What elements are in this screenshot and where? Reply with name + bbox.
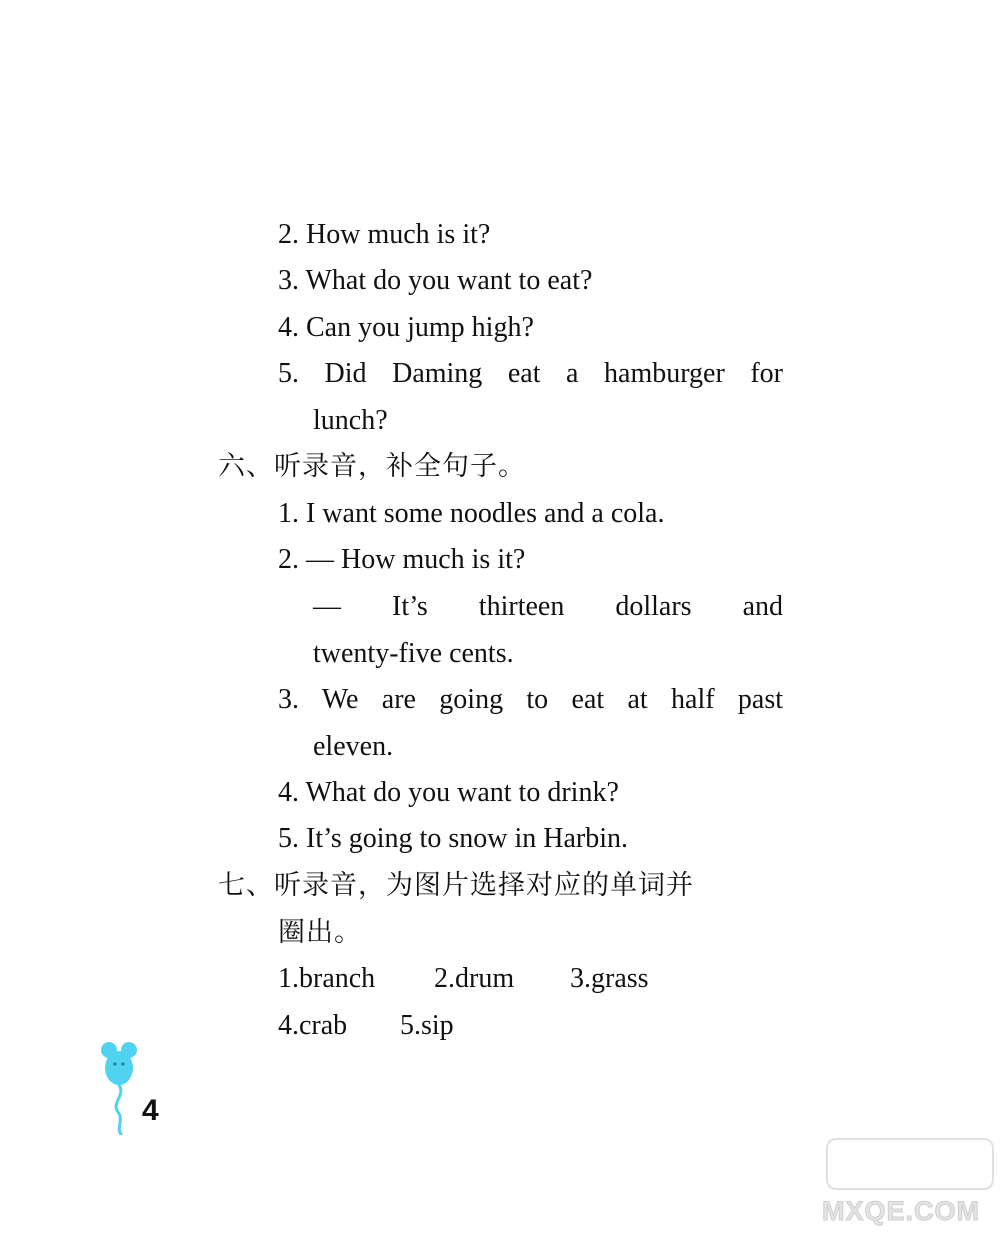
page-number: 4 xyxy=(142,1094,159,1127)
answer-line: 1. I want some noodles and a cola. xyxy=(278,498,665,529)
answer-line: 5. Did Daming eat a hamburger for xyxy=(278,358,783,389)
answer-line-continued: — It’s thirteen dollars and xyxy=(313,591,783,622)
answer-line-continued: twenty-five cents. xyxy=(313,638,514,669)
word-item: 4.crab xyxy=(278,1010,348,1041)
section-heading-6: 六、听录音，补全句子。 xyxy=(218,451,526,482)
watermark-logo xyxy=(818,1138,994,1230)
watermark-text: MXQE.COM xyxy=(822,1196,981,1226)
word-row xyxy=(278,962,649,996)
word-item: 1.branch xyxy=(278,963,376,994)
word-item: 3.grass xyxy=(570,963,649,994)
word-item: 2.drum xyxy=(434,963,515,994)
answer-line-continued: eleven. xyxy=(313,731,394,762)
word-row xyxy=(278,1009,454,1043)
answer-line: 3. We are going to eat at half past xyxy=(278,684,783,715)
answer-line: 2. How much is it? xyxy=(278,219,491,250)
section-heading-7: 七、听录音，为图片选择对应的单词并 xyxy=(218,870,694,901)
answer-line: 2. — How much is it? xyxy=(278,544,526,575)
word-item: 5.sip xyxy=(400,1010,454,1041)
answer-line: 5. It’s going to snow in Harbin. xyxy=(278,823,628,854)
answer-line-continued: lunch? xyxy=(313,405,388,436)
mouse-icon xyxy=(96,1040,146,1135)
answer-line: 4. What do you want to drink? xyxy=(278,777,619,808)
section-heading-7-continued: 圈出。 xyxy=(278,917,362,948)
answer-line: 4. Can you jump high? xyxy=(278,312,534,343)
watermark-frame xyxy=(826,1138,994,1190)
answer-line: 3. What do you want to eat? xyxy=(278,265,593,296)
